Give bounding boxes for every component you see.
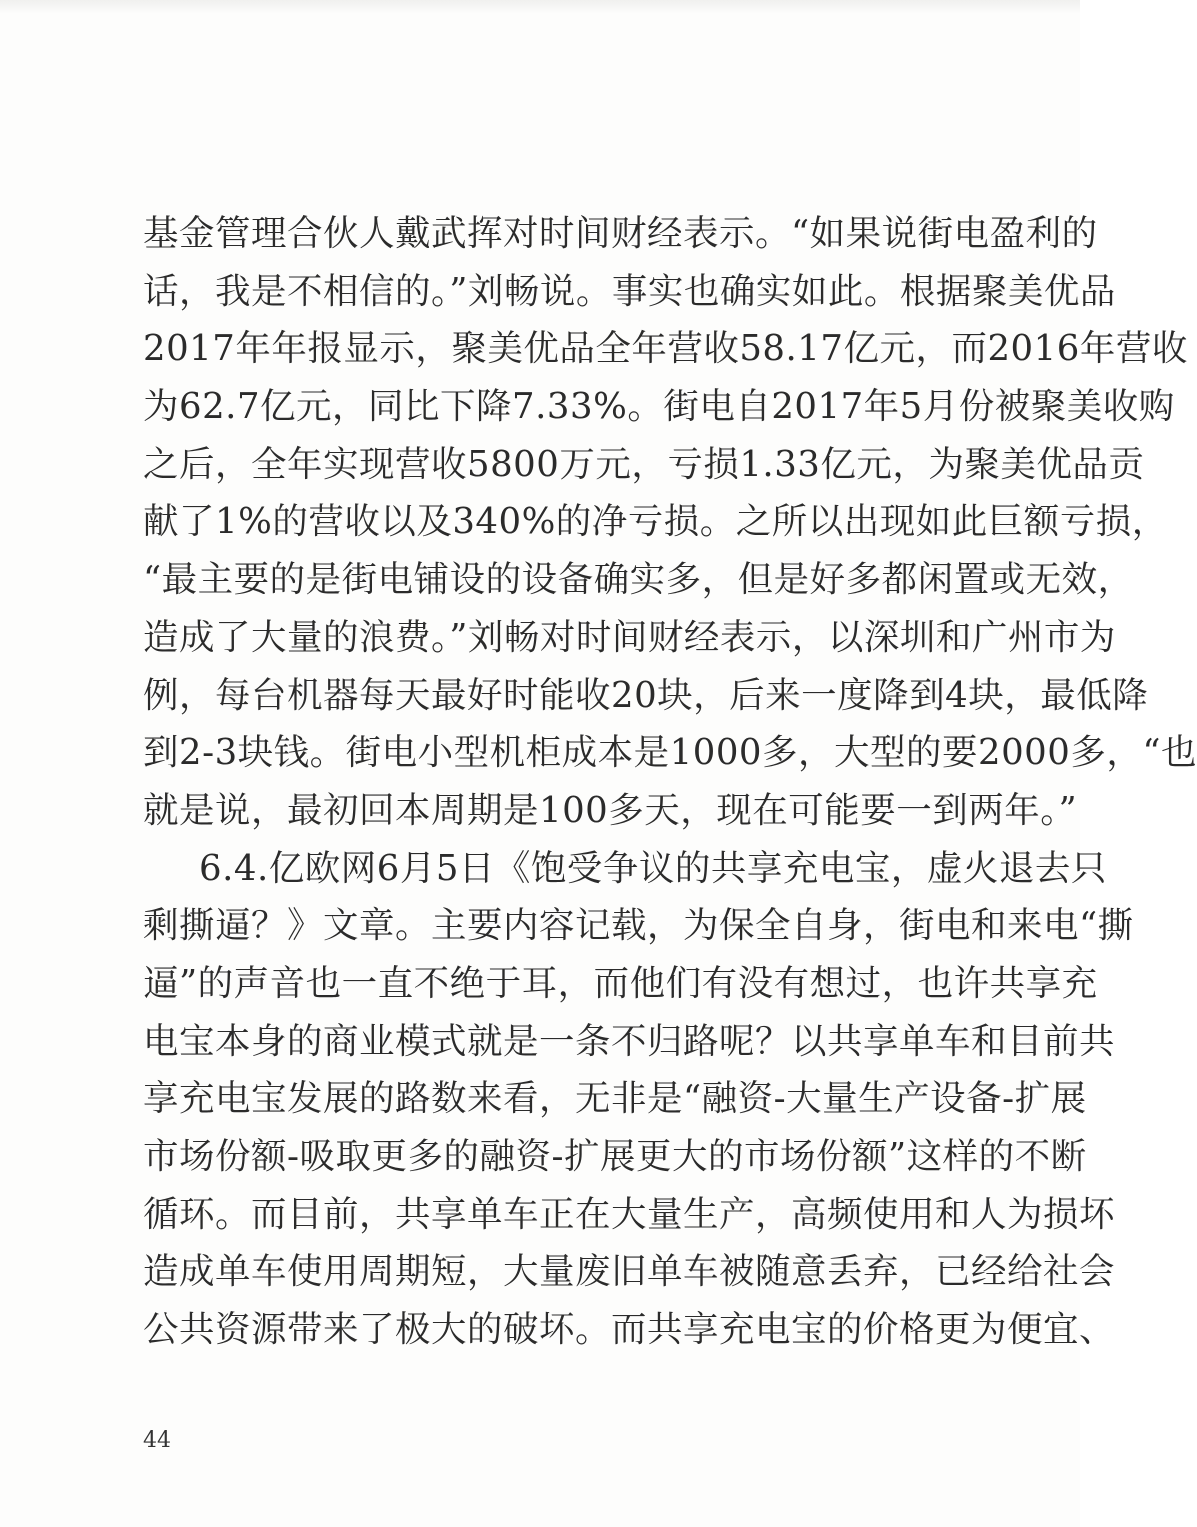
text-line: 2017年年报显示，聚美优品全年营收58.17亿元，而2016年营收 — [143, 328, 1188, 370]
page-number: 44 — [143, 1428, 171, 1453]
text-line: 就是说，最初回本周期是100多天，现在可能要一到两年。” — [143, 789, 1078, 831]
text-line: 之后，全年实现营收5800万元，亏损1.33亿元，为聚美优品贡 — [143, 443, 1145, 485]
page-top-edge — [0, 0, 1080, 14]
text-line: 造成单车使用周期短，大量废旧单车被随意丢弃，已经给社会 — [143, 1251, 1116, 1293]
text-line: 电宝本身的商业模式就是一条不归路呢？以共享单车和目前共 — [143, 1020, 1116, 1062]
text-line: 话，我是不相信的。”刘畅说。事实也确实如此。根据聚美优品 — [143, 270, 1116, 312]
text-line: 循环。而目前，共享单车正在大量生产，高频使用和人为损坏 — [143, 1193, 1116, 1235]
text-line: 基金管理合伙人戴武挥对时间财经表示。“如果说街电盈利的 — [143, 213, 1098, 254]
text-line: 逼”的声音也一直不绝于耳，而他们有没有想过，也许共享充 — [143, 962, 1098, 1004]
text-line: “最主要的是街电铺设的设备确实多，但是好多都闲置或无效， — [143, 559, 1134, 601]
text-line: 剩撕逼？》文章。主要内容记载，为保全自身，街电和来电“撕 — [143, 905, 1134, 947]
text-line: 为62.7亿元，同比下降7.33%。街电自2017年5月份被聚美收购 — [143, 386, 1175, 428]
text-line: 例，每台机器每天最好时能收20块，后来一度降到4块，最低降 — [143, 674, 1149, 716]
body-text — [143, 205, 1197, 1359]
text-line: 享充电宝发展的路数来看，无非是“融资-大量生产设备-扩展 — [143, 1078, 1087, 1120]
text-line: 公共资源带来了极大的破坏。而共享充电宝的价格更为便宜、 — [143, 1309, 1116, 1351]
text-line: 市场份额-吸取更多的融资-扩展更大的市场份额”这样的不断 — [143, 1136, 1087, 1177]
text-line: 献了1%的营收以及340%的净亏损。之所以出现如此巨额亏损， — [143, 501, 1168, 543]
text-line: 造成了大量的浪费。”刘畅对时间财经表示，以深圳和广州市为 — [143, 616, 1116, 658]
section-heading-line: 6.4.亿欧网6月5日《饱受争议的共享充电宝，虚火退去只 — [199, 847, 1107, 889]
text-line: 到2-3块钱。街电小型机柜成本是1000多，大型的要2000多，“也 — [143, 732, 1197, 774]
